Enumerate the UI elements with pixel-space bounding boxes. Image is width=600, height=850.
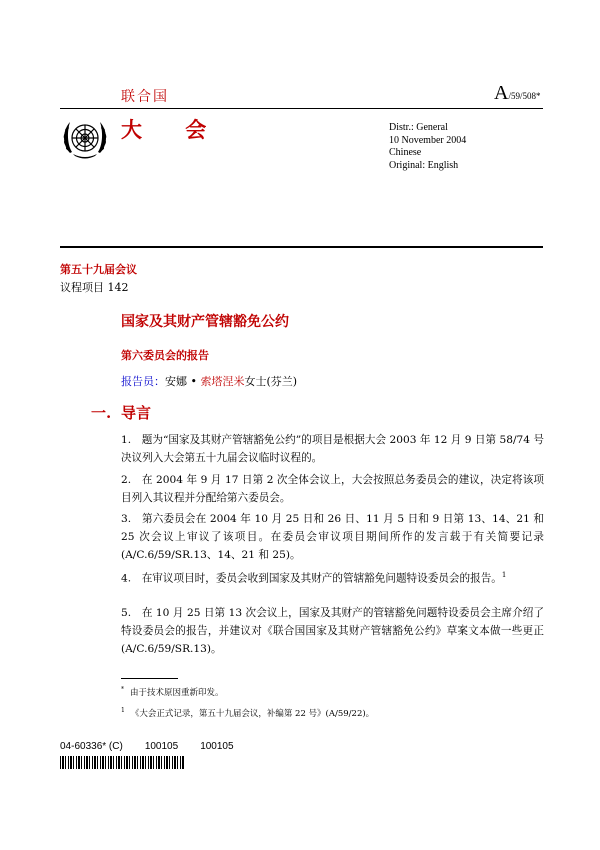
paragraph-3: 3. 第六委员会在 2004 年 10 月 25 日和 26 日、11 月 5 日和 9 日第 13、14、21 和 25 次会议上审议了该项目。在委员会审议项目期间所作的发言载于有关简要记录(A/C.6/59/SR.13、14、21 和 25)。	[121, 513, 544, 561]
organization-name: 联合国	[121, 89, 169, 105]
language-line: Chinese	[389, 147, 422, 158]
distr-line: Distr.: General	[389, 122, 448, 133]
distribution-info	[389, 122, 466, 172]
section-heading	[91, 402, 151, 423]
paragraph-5: 5. 在 10 月 25 日第 13 次会议上，国家及其财产的管辖豁免问题特设委员会主席介绍了特设委员会的报告，并建议对《联合国国家及其财产管辖豁免公约》草案文本做一些更正(A/C.6/59/SR.13)。	[121, 607, 544, 655]
header-rule	[60, 108, 543, 109]
session-label: 第五十九届会议	[60, 263, 137, 276]
body-title: 大 会	[121, 117, 225, 142]
date-line: 10 November 2004	[389, 134, 467, 146]
footnote-reference: 1	[501, 571, 507, 579]
paragraph-4-text: 4. 在审议项目时，委员会收到国家及其财产的管辖豁免问题特设委员会的报告。	[121, 572, 502, 585]
symbol-number: /59/508*	[508, 91, 541, 101]
masthead-rule	[60, 246, 543, 248]
footnote-text: 由于技术原因重新印发。	[130, 688, 224, 698]
document-symbol	[494, 82, 540, 105]
footnote-text: 《大会正式记录，第五十九届会议，补编第 22 号》(A/59/22)。	[130, 709, 375, 719]
issue-date: 100105	[144, 741, 179, 752]
rapporteur-suffix: 女士(芬兰)	[244, 375, 298, 388]
symbol-letter: A	[494, 82, 509, 104]
paragraph-4	[121, 566, 544, 588]
rapporteur-given-name: 安娜 •	[165, 375, 201, 388]
rapporteur-surname: 索塔涅米	[200, 375, 245, 388]
rapporteur-label: 报告员：	[121, 375, 165, 388]
section-number: 一.	[91, 404, 112, 422]
document-subtitle: 第六委员会的报告	[121, 349, 209, 362]
footnote-mark: *	[121, 686, 124, 694]
agenda-item: 议程项目 142	[60, 281, 129, 294]
original-line: Original: English	[389, 159, 459, 171]
document-number-line	[60, 741, 256, 752]
section-title: 导言	[121, 404, 152, 422]
barcode	[60, 756, 184, 769]
rapporteur-line	[121, 373, 297, 389]
footnote-separator	[121, 678, 178, 679]
document-title: 国家及其财产管辖豁免公约	[121, 314, 289, 330]
footnote-1	[121, 707, 374, 719]
paragraph-2: 2. 在 2004 年 9 月 17 日第 2 次全体会议上，大会按照总务委员会的建议，决定将该项目列入其议程并分配给第六委员会。	[121, 474, 544, 504]
un-emblem-icon	[60, 113, 110, 163]
document-number: 04-60336* (C)	[60, 741, 123, 752]
reissue-date: 100105	[200, 741, 234, 752]
paragraph-1: 1. 题为“国家及其财产管辖豁免公约”的项目是根据大会 2003 年 12 月 9 日第 58/74 号决议列入大会第五十九届会议临时议程的。	[121, 434, 544, 464]
footnote-reissue	[121, 686, 224, 698]
footnote-mark: 1	[121, 707, 125, 715]
